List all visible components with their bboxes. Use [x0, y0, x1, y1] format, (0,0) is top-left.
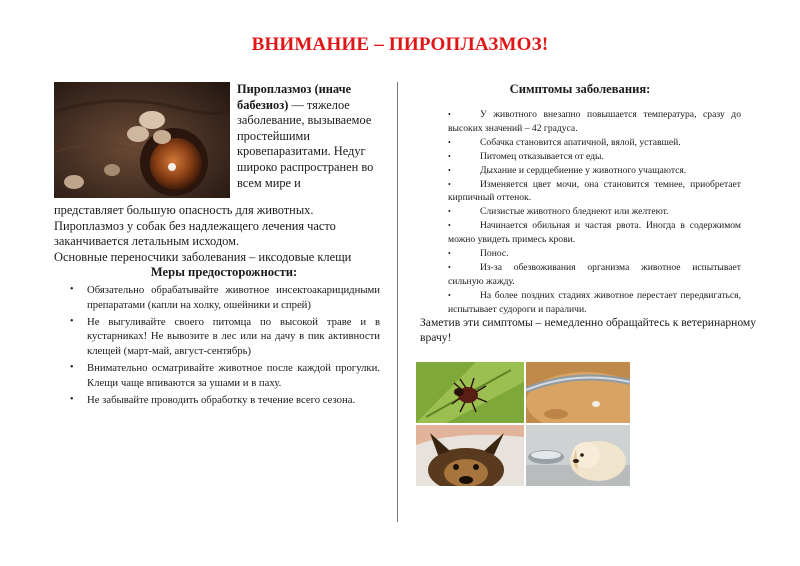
intro-text-line-3: Основные переносчики заболевания – иксодовые клещи [54, 249, 352, 264]
puppy-with-bowl-photo [526, 425, 630, 486]
bullet-icon: • [448, 290, 451, 300]
tick-on-leaf-photo [416, 362, 524, 423]
list-item: • Не выгуливайте своего питомца по высокой траве и в кустарниках! Не вывозите в лес или на дачу в пик активности клещей (март-май, август-сентябрь) [70, 315, 380, 358]
intro-term: Пироплазмоз (иначе бабезиоз) [237, 82, 352, 112]
intro-paragraph-full [54, 203, 394, 265]
bullet-icon: • [448, 179, 451, 189]
list-item: • На более поздних стадиях животное перестает передвигаться, испытывает судороги и параличи. [448, 289, 741, 315]
bullet-icon: • [70, 393, 74, 405]
bullet-icon: • [70, 284, 74, 295]
list-item: • Изменяется цвет мочи, она становится темнее, приобретает кирпичный оттенок. [448, 178, 741, 204]
page-title: ВНИМАНИЕ – ПИРОПЛАЗМОЗ! [251, 34, 549, 55]
list-item: • Дыхание и сердцебиение у животного учащаются. [448, 164, 687, 176]
dog-with-collar-photo [526, 362, 630, 423]
bullet-icon: • [448, 207, 451, 217]
ticks-on-animal-photo [54, 82, 230, 198]
list-item: • У животного внезапно повышается температура, сразу до высоких значений – 42 градуса. [448, 109, 741, 134]
precautions-heading: Меры предосторожности: [150, 265, 298, 279]
list-item: • Не забывайте проводить обработку в течение всего сезона. [70, 393, 356, 406]
list-item: • Слизистые животного бледнеют или желтеют. [448, 206, 669, 218]
symptoms-list [448, 108, 741, 317]
bullet-icon: • [448, 165, 451, 175]
bullet-icon: • [448, 262, 451, 272]
bullet-icon: • [448, 151, 451, 161]
list-item: • Питомец отказывается от еды. [448, 150, 604, 162]
bullet-icon: • [448, 249, 451, 259]
list-item: • Из-за обезвоживания организма животное испытывает сильную жажду. [448, 261, 741, 287]
list-item: • Начинается обильная и частая рвота. Иногда в содержимом можно увидеть примесь крови. [448, 220, 741, 246]
column-divider [397, 82, 398, 522]
list-item: • Собачка становится апатичной, вялой, уставшей. [448, 136, 681, 148]
vet-advice-text: Заметив эти симптомы – немедленно обращайтесь к ветеринарному врачу! [420, 316, 757, 344]
bullet-icon: • [70, 361, 74, 373]
bullet-icon: • [448, 110, 451, 119]
list-item: • Обязательно обрабатывайте животное инсектоакарицидными препаратами (капли на холку, ошейники и спрей) [70, 284, 380, 311]
photo-collage [416, 362, 630, 486]
bullet-icon: • [70, 315, 74, 327]
bullet-icon: • [448, 137, 451, 147]
list-item: • Внимательно осматривайте животное после каждой прогулки. Клещи чаще впиваются за ушами и в паху. [70, 361, 380, 389]
intro-text-line-1: представляет большую опасность для животных. [54, 203, 314, 217]
intro-paragraph-side [237, 82, 389, 191]
intro-text-line-2: Пироплазмоз у собак без надлежащего лечения часто заканчивается летальным исходом. [54, 218, 336, 249]
bullet-icon: • [448, 221, 451, 231]
list-item: • Понос. [448, 248, 509, 260]
intro-side-text: — тяжелое заболевание, вызываемое простейшими кровепаразитами. Недуг широко распространен во всем мире и [237, 97, 374, 190]
precautions-list [62, 283, 380, 409]
sick-shepherd-dog-photo [416, 425, 524, 486]
symptoms-heading: Симптомы заболевания: [509, 82, 651, 96]
